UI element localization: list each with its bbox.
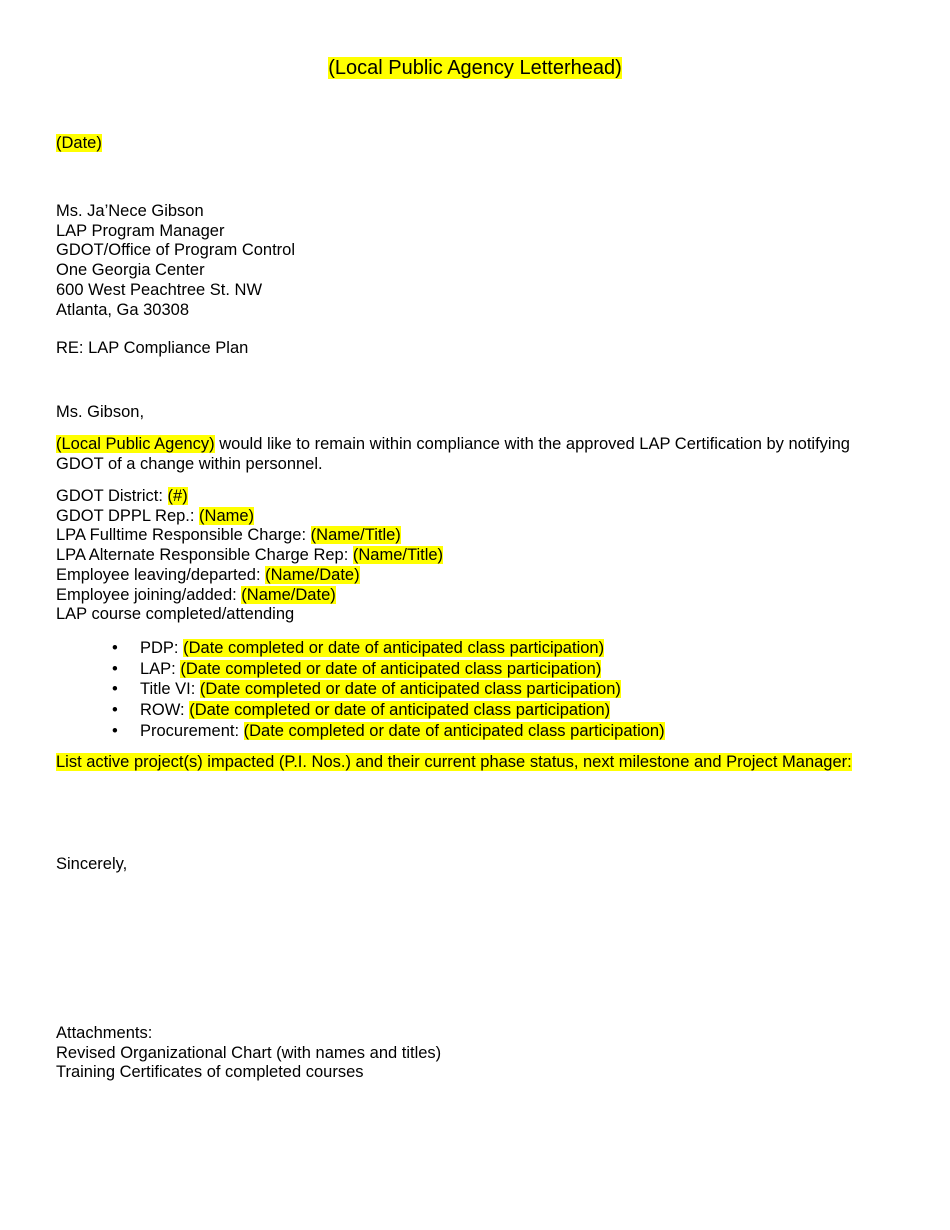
course-placeholder: (Date completed or date of anticipated class participation) xyxy=(199,680,621,699)
field-label: Employee joining/added: xyxy=(56,585,242,604)
field-fulltime-charge xyxy=(56,526,443,546)
course-placeholder: (Date completed or date of anticipated class participation) xyxy=(243,721,665,740)
course-label: LAP: xyxy=(140,659,181,678)
intro-paragraph xyxy=(56,435,896,474)
projects-prompt: List active project(s) impacted (P.I. Nos.) and their current phase status, next milestone and Project Manager: xyxy=(56,753,852,771)
field-label: Employee leaving/departed: xyxy=(56,565,266,584)
course-placeholder: (Date completed or date of anticipated class participation) xyxy=(183,639,605,657)
list-item xyxy=(112,700,665,721)
letterhead xyxy=(0,56,950,80)
course-label: ROW: xyxy=(140,701,190,720)
field-label: GDOT District: xyxy=(56,487,168,505)
personnel-fields xyxy=(56,487,443,625)
attachment-item: Training Certificates of completed courses xyxy=(56,1063,364,1082)
list-item xyxy=(112,638,665,659)
course-placeholder: (Date completed or date of anticipated class participation) xyxy=(189,701,611,720)
recipient-name: Ms. Ja’Nece Gibson xyxy=(56,202,204,220)
field-placeholder: (#) xyxy=(167,487,188,505)
field-placeholder: (Name/Date) xyxy=(241,585,336,604)
list-item xyxy=(112,659,665,680)
letterhead-placeholder: (Local Public Agency Letterhead) xyxy=(328,57,622,79)
subject-line: RE: LAP Compliance Plan xyxy=(56,339,249,357)
field-alternate-charge xyxy=(56,546,443,566)
recipient-street: 600 West Peachtree St. NW xyxy=(56,280,263,299)
salutation: Ms. Gibson, xyxy=(56,403,145,421)
field-placeholder: (Name/Date) xyxy=(265,565,360,584)
course-label: Procurement: xyxy=(140,721,244,740)
intro-text: would like to remain within compliance with the approved LAP Certification by notifying GDOT of a change within personnel. xyxy=(56,435,850,473)
projects-prompt-line xyxy=(56,753,852,773)
field-employee-joining xyxy=(56,586,443,606)
course-list xyxy=(112,638,665,741)
recipient-address xyxy=(56,202,295,320)
field-label: LPA Alternate Responsible Charge Rep: xyxy=(56,546,353,565)
course-label: PDP: xyxy=(140,639,184,657)
field-dppl-rep xyxy=(56,507,443,527)
attachments-heading: Attachments: xyxy=(56,1024,153,1042)
field-placeholder: (Name/Title) xyxy=(352,546,444,565)
closing: Sincerely, xyxy=(56,855,128,873)
field-employee-leaving xyxy=(56,566,443,586)
recipient-office: GDOT/Office of Program Control xyxy=(56,241,296,260)
field-placeholder: (Name/Title) xyxy=(310,526,401,545)
recipient-title: LAP Program Manager xyxy=(56,221,225,240)
field-label: LPA Fulltime Responsible Charge: xyxy=(56,526,311,545)
field-district xyxy=(56,487,443,507)
date-placeholder: (Date) xyxy=(56,134,102,152)
recipient-city: Atlanta, Ga 30308 xyxy=(56,300,190,319)
course-label: Title VI: xyxy=(140,680,200,699)
course-placeholder: (Date completed or date of anticipated class participation) xyxy=(180,659,602,678)
agency-placeholder: (Local Public Agency) xyxy=(56,435,215,453)
list-item xyxy=(112,721,665,742)
attachments xyxy=(56,1024,441,1083)
attachment-item: Revised Organizational Chart (with names and titles) xyxy=(56,1043,442,1062)
date-line xyxy=(56,134,102,154)
list-item xyxy=(112,679,665,700)
recipient-building: One Georgia Center xyxy=(56,261,205,280)
field-placeholder: (Name) xyxy=(199,506,255,525)
course-heading: LAP course completed/attending xyxy=(56,605,295,624)
field-label: GDOT DPPL Rep.: xyxy=(56,506,200,525)
